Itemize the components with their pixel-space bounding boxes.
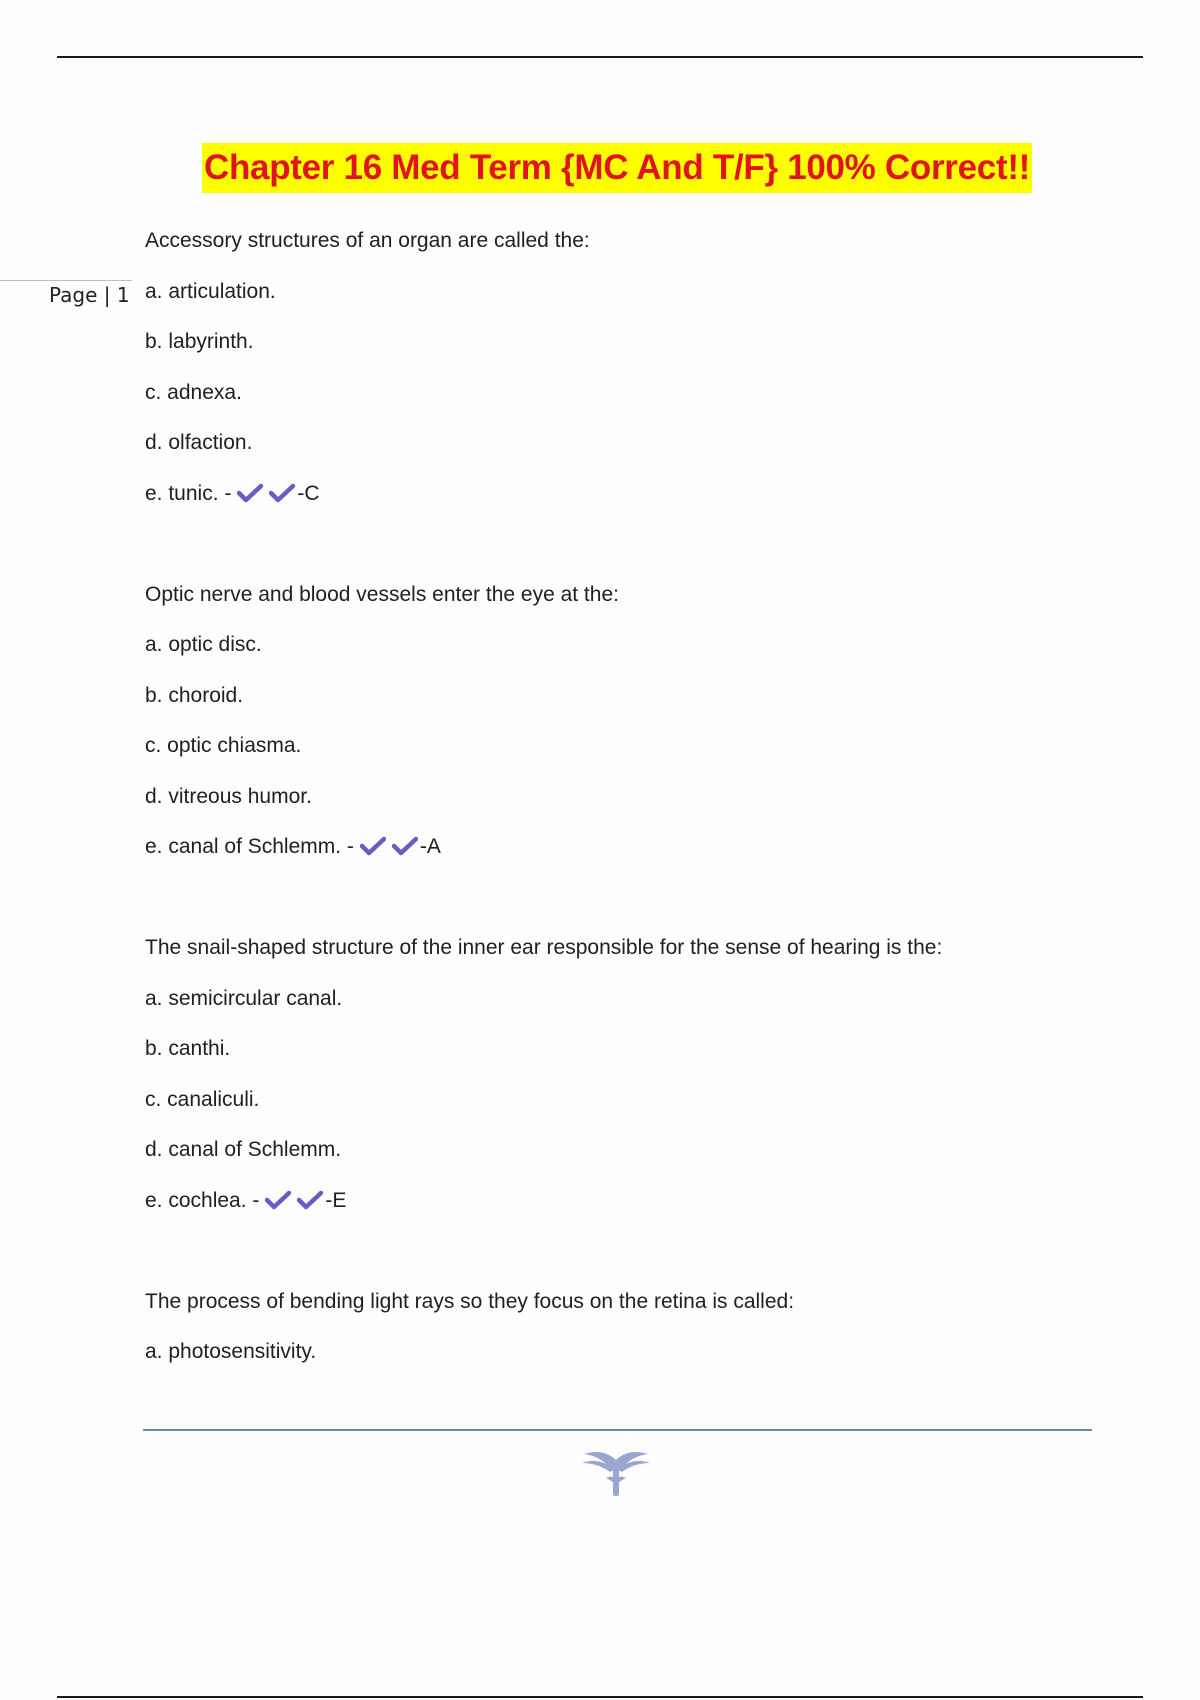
question-prompt: Optic nerve and blood vessels enter the eye at the: [145,582,619,606]
question-prompt: Accessory structures of an organ are called the: [145,229,590,252]
footer-edge-rule [57,1696,1143,1698]
footer-rule [143,1429,1092,1431]
page-number-label: Page | 1 [49,283,130,307]
option-a: a. semicircular canal. [145,986,343,1010]
page-label-divider [0,280,132,281]
question-list [145,216,1095,1378]
option-a: a. photosensitivity. [145,1340,317,1363]
option-e: e. cochlea. - [145,1188,260,1212]
answer-key: -E [325,1188,347,1212]
option-b: b. canthi. [145,1037,231,1060]
option-b: b. choroid. [145,683,244,707]
option-c: c. optic chiasma. [145,734,302,757]
option-c: c. canaliculi. [145,1087,260,1111]
check-mark-icon [297,1190,323,1210]
answer-key: -A [419,835,441,858]
check-mark-icon [237,483,263,503]
question-prompt: The process of bending light rays so they focus on the retina is called: [145,1289,795,1313]
option-b: b. labyrinth. [145,330,254,353]
option-c: c. adnexa. [145,380,242,404]
option-d: d. canal of Schlemm. [145,1138,342,1161]
option-d: d. olfaction. [145,431,253,454]
option-e: e. tunic. - [145,481,232,505]
check-mark-icon [269,483,295,503]
answer-key: -C [297,481,320,505]
option-e-with-answer [145,822,1095,873]
option-a: a. articulation. [145,279,276,303]
check-mark-icon [392,836,418,856]
option-e-with-answer [145,1176,1095,1227]
option-e-with-answer [145,469,1095,520]
title-container [0,143,1200,193]
option-e: e. canal of Schlemm. - [145,835,354,858]
document-title: Chapter 16 Med Term {MC And T/F} 100% Correct!! [202,143,1032,193]
option-d: d. vitreous humor. [145,784,312,808]
header-rule [57,56,1143,58]
fleuron-ornament-icon [578,1446,654,1498]
question-prompt: The snail-shaped structure of the inner ear responsible for the sense of hearing is the: [145,936,943,959]
check-mark-icon [265,1190,291,1210]
check-mark-icon [360,836,386,856]
option-a: a. optic disc. [145,633,262,656]
